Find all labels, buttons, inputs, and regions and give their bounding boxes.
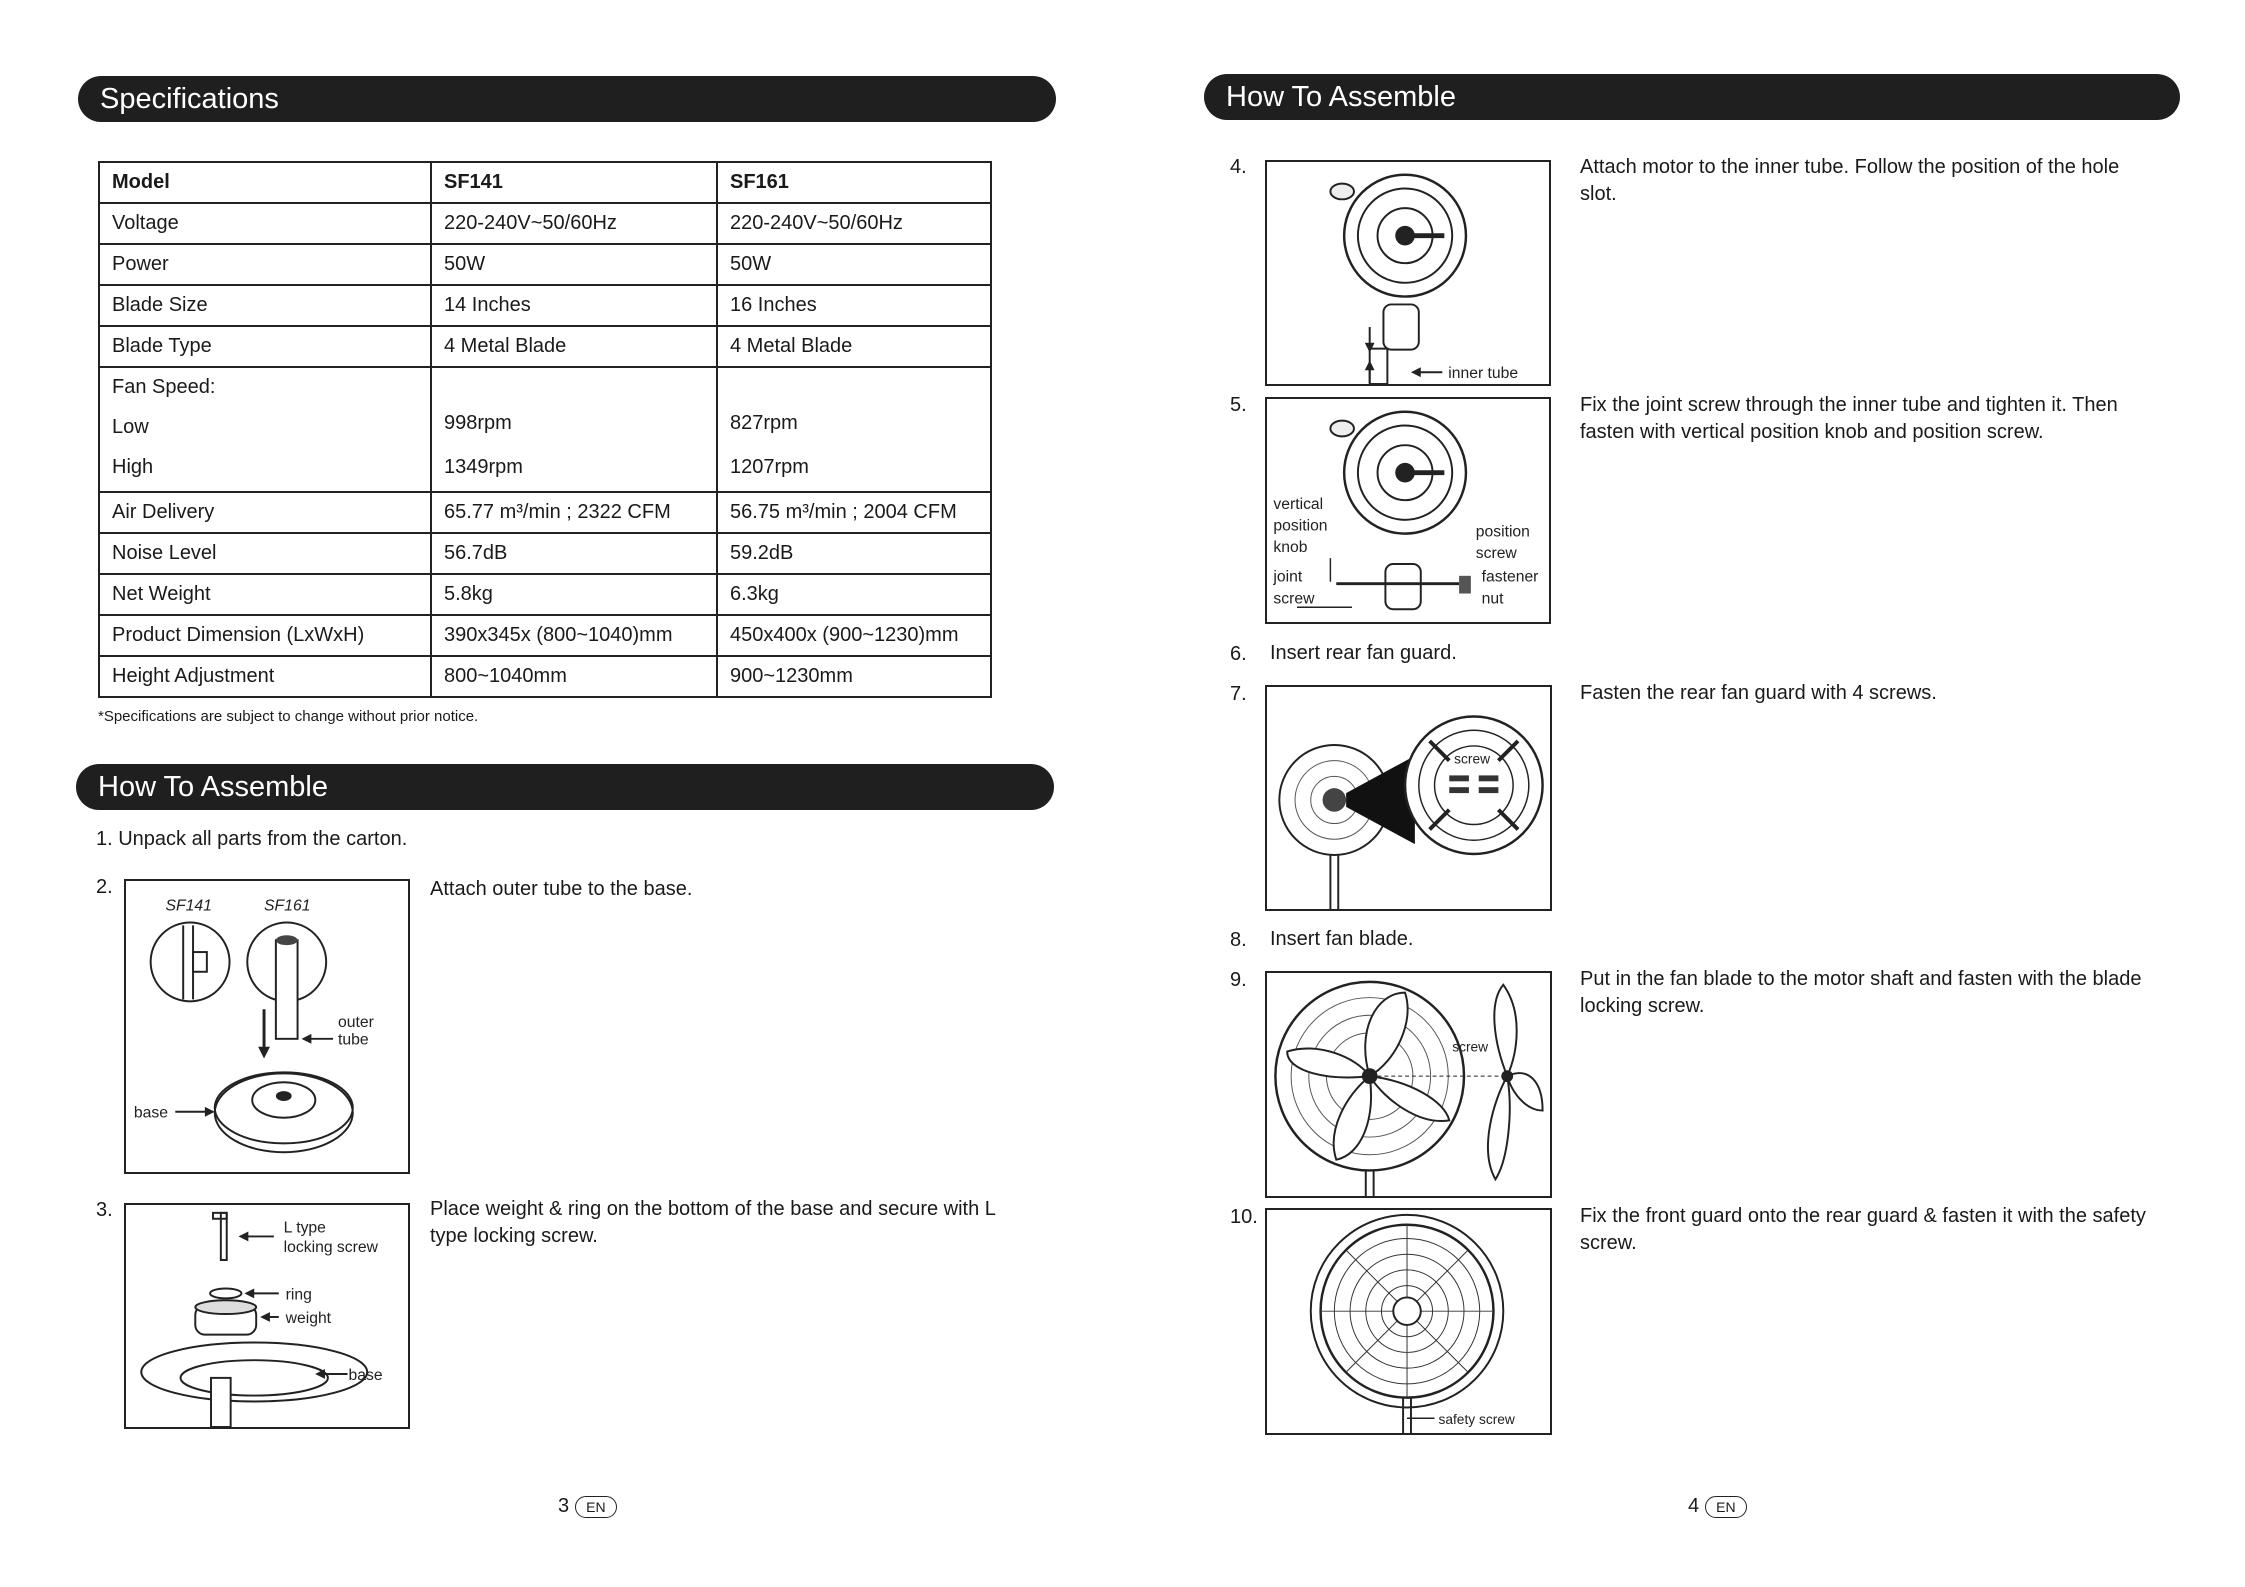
rear-guard-diagram	[1267, 687, 1550, 909]
assemble-title: How To Assemble	[98, 771, 328, 803]
table-row	[99, 533, 991, 574]
table-cell: 450x400x (900~1230)mm	[717, 615, 991, 656]
locking-screw-label: locking screw	[283, 1239, 378, 1257]
outer-label: outer	[337, 1013, 374, 1031]
knob-label: knob	[1273, 539, 1308, 557]
front-guard-diagram	[1267, 1210, 1550, 1433]
table-cell: 56.7dB	[431, 533, 717, 574]
base-label: base	[133, 1104, 169, 1122]
step-7-figure	[1265, 685, 1552, 911]
screw-label: screw	[1273, 590, 1315, 608]
inner-tube-label: inner tube	[1448, 365, 1519, 383]
table-cell: 390x345x (800~1040)mm	[431, 615, 717, 656]
assemble-header-right	[1204, 74, 2180, 120]
sf161-low: 827rpm	[730, 412, 798, 434]
screw-label-7: screw	[1454, 751, 1491, 767]
table-cell: 220-240V~50/60Hz	[717, 203, 991, 244]
table-cell: 220-240V~50/60Hz	[431, 203, 717, 244]
fastener-label: fastener	[1481, 568, 1539, 586]
step-9-text: Put in the fan blade to the motor shaft and fasten with the blade locking screw.	[1580, 968, 2142, 1017]
nut-label: nut	[1481, 590, 1504, 608]
table-row	[99, 615, 991, 656]
table-cell: Power	[99, 244, 431, 285]
fan-speed-label: Fan Speed:	[112, 376, 216, 398]
table-cell: 4 Metal Blade	[717, 326, 991, 367]
page-number-right	[1688, 1495, 1747, 1518]
specifications-header	[78, 76, 1056, 122]
page-number: 3	[558, 1495, 570, 1517]
step-4-text: Attach motor to the inner tube. Follow the position of the hole slot.	[1580, 156, 2120, 205]
specifications-title: Specifications	[100, 83, 279, 115]
table-row	[99, 656, 991, 697]
step-7-text: Fasten the rear fan guard with 4 screws.	[1580, 682, 1937, 704]
table-cell: 50W	[717, 244, 991, 285]
joint-label: joint	[1273, 568, 1303, 586]
table-cell: Height Adjustment	[99, 656, 431, 697]
step-10-number: 10.	[1230, 1206, 1258, 1228]
weight-ring-diagram	[126, 1205, 408, 1427]
table-cell: 5.8kg	[431, 574, 717, 615]
table-row	[99, 574, 991, 615]
weight-label: weight	[285, 1309, 332, 1327]
sf141-high: 1349rpm	[444, 456, 523, 478]
l-type-label: L type	[283, 1219, 326, 1237]
base-label-3: base	[348, 1366, 383, 1384]
table-cell: 16 Inches	[717, 285, 991, 326]
step-3-figure	[124, 1203, 410, 1429]
table-cell	[431, 367, 717, 492]
position-screw-label-1: position	[1475, 523, 1530, 541]
position-screw-label-2: screw	[1475, 545, 1517, 563]
table-cell: 6.3kg	[717, 574, 991, 615]
table-row	[99, 285, 991, 326]
step-7-number: 7.	[1230, 683, 1247, 705]
step-6-number: 6.	[1230, 643, 1247, 665]
outer-tube-base-diagram	[126, 881, 408, 1172]
assemble-header-left	[76, 764, 1054, 810]
step-10-text: Fix the front guard onto the rear guard & fasten it with the safety screw.	[1580, 1205, 2146, 1254]
sf161-high: 1207rpm	[730, 456, 809, 478]
safety-screw-label: safety screw	[1438, 1412, 1515, 1428]
joint-screw-diagram	[1267, 399, 1549, 622]
step-4-number: 4.	[1230, 156, 1247, 178]
table-cell: 4 Metal Blade	[431, 326, 717, 367]
table-cell: 14 Inches	[431, 285, 717, 326]
sf161-label: SF161	[264, 897, 311, 915]
step-1-text: 1. Unpack all parts from the carton.	[96, 828, 408, 850]
sf141-low: 998rpm	[444, 412, 512, 434]
step-5-number: 5.	[1230, 394, 1247, 416]
step-8-number: 8.	[1230, 929, 1247, 951]
step-3-text: Place weight & ring on the bottom of the base and secure with L type locking screw.	[430, 1198, 996, 1247]
ring-label: ring	[285, 1286, 312, 1304]
table-cell: Blade Size	[99, 285, 431, 326]
step-10-figure	[1265, 1208, 1552, 1435]
step-2-figure	[124, 879, 410, 1174]
table-header-row	[99, 162, 991, 203]
tube-label: tube	[337, 1031, 369, 1049]
step-2-number: 2.	[96, 876, 113, 898]
vertical-label: vertical	[1273, 496, 1324, 514]
table-cell: Net Weight	[99, 574, 431, 615]
table-cell: 59.2dB	[717, 533, 991, 574]
table-row-fan-speed	[99, 367, 991, 492]
table-cell: Product Dimension (LxWxH)	[99, 615, 431, 656]
table-cell	[717, 367, 991, 492]
table-row	[99, 492, 991, 533]
motor-inner-tube-diagram	[1267, 162, 1549, 384]
step-8-text: Insert fan blade.	[1270, 928, 1414, 950]
table-row	[99, 203, 991, 244]
specifications-table	[98, 161, 992, 698]
table-cell: SF141	[431, 162, 717, 203]
table-cell: Voltage	[99, 203, 431, 244]
table-cell: Noise Level	[99, 533, 431, 574]
language-badge: EN	[575, 1496, 616, 1518]
step-3-number: 3.	[96, 1199, 113, 1221]
page-number-left	[558, 1495, 617, 1518]
step-2-text: Attach outer tube to the base.	[430, 878, 693, 900]
table-cell	[99, 367, 431, 492]
table-cell: Air Delivery	[99, 492, 431, 533]
step-9-figure	[1265, 971, 1552, 1198]
spec-note: *Specifications are subject to change without prior notice.	[98, 708, 479, 725]
table-cell: 65.77 m³/min ; 2322 CFM	[431, 492, 717, 533]
table-cell: SF161	[717, 162, 991, 203]
table-cell: 50W	[431, 244, 717, 285]
sf141-label: SF141	[165, 897, 212, 915]
table-cell: 900~1230mm	[717, 656, 991, 697]
step-5-text: Fix the joint screw through the inner tube and tighten it. Then fasten with vertical position knob and position screw.	[1580, 394, 2118, 443]
table-row	[99, 244, 991, 285]
low-label: Low	[112, 416, 149, 438]
table-row	[99, 326, 991, 367]
assemble-title: How To Assemble	[1226, 81, 1456, 113]
step-9-number: 9.	[1230, 969, 1247, 991]
fan-blade-diagram	[1267, 973, 1550, 1196]
step-4-figure	[1265, 160, 1551, 386]
table-cell: Model	[99, 162, 431, 203]
step-5-figure	[1265, 397, 1551, 624]
position-label: position	[1273, 517, 1328, 535]
table-cell: Blade Type	[99, 326, 431, 367]
page-number: 4	[1688, 1495, 1700, 1517]
step-6-text: Insert rear fan guard.	[1270, 642, 1457, 664]
screw-label-9: screw	[1452, 1039, 1489, 1055]
table-cell: 56.75 m³/min ; 2004 CFM	[717, 492, 991, 533]
language-badge: EN	[1705, 1496, 1746, 1518]
table-cell: 800~1040mm	[431, 656, 717, 697]
high-label: High	[112, 456, 154, 478]
